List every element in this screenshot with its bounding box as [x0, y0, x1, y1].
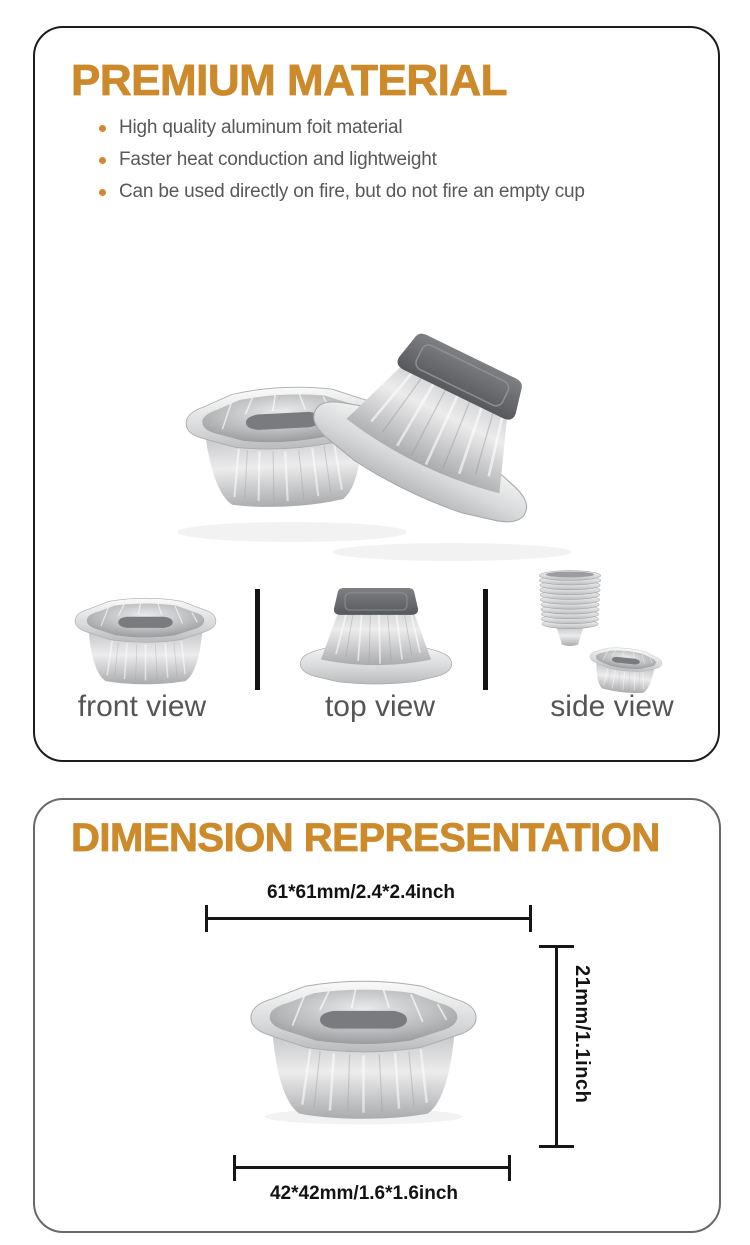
top-view-label: top view — [324, 690, 436, 723]
premium-material-title: PREMIUM MATERIAL — [71, 56, 508, 105]
dimension-product-photo — [245, 950, 482, 1135]
dimension-tick — [529, 905, 532, 932]
feature-item — [99, 112, 585, 144]
feature-list — [99, 112, 585, 208]
top-width-dimension-line — [205, 917, 532, 920]
dimension-tick — [205, 905, 208, 932]
feature-item — [99, 176, 585, 208]
side-view-photo — [519, 544, 689, 704]
top-width-dimension-label: 61*61mm/2.4*2.4inch — [266, 882, 455, 903]
height-dimension-label: 21mm/1.1inch — [571, 965, 593, 1104]
bottom-width-dimension-line — [233, 1166, 511, 1169]
feature-text: High quality aluminum foit material — [119, 117, 403, 138]
top-view-photo — [285, 577, 467, 694]
product-photo-main — [142, 300, 582, 570]
side-view-label: side view — [550, 690, 674, 723]
dimension-tick — [539, 945, 574, 948]
bullet-dot-icon — [99, 157, 106, 164]
front-view-photo — [64, 584, 227, 689]
height-dimension-line — [555, 945, 558, 1148]
dimension-tick — [508, 1155, 511, 1181]
premium-material-card — [33, 26, 720, 762]
feature-text: Can be used directly on fire, but do not fire an empty cup — [119, 181, 585, 202]
bullet-dot-icon — [99, 125, 106, 132]
dimension-tick — [233, 1155, 236, 1181]
front-view-label: front view — [77, 690, 207, 723]
feature-item — [99, 144, 585, 176]
dimension-tick — [539, 1145, 574, 1148]
view-divider — [255, 589, 260, 690]
dimension-title: DIMENSION REPRESENTATION — [71, 816, 660, 860]
view-divider — [483, 589, 488, 690]
bottom-width-dimension-label: 42*42mm/1.6*1.6inch — [269, 1183, 458, 1204]
bullet-dot-icon — [99, 189, 106, 196]
feature-text: Faster heat conduction and lightweight — [119, 149, 437, 170]
dimension-card — [33, 798, 721, 1233]
